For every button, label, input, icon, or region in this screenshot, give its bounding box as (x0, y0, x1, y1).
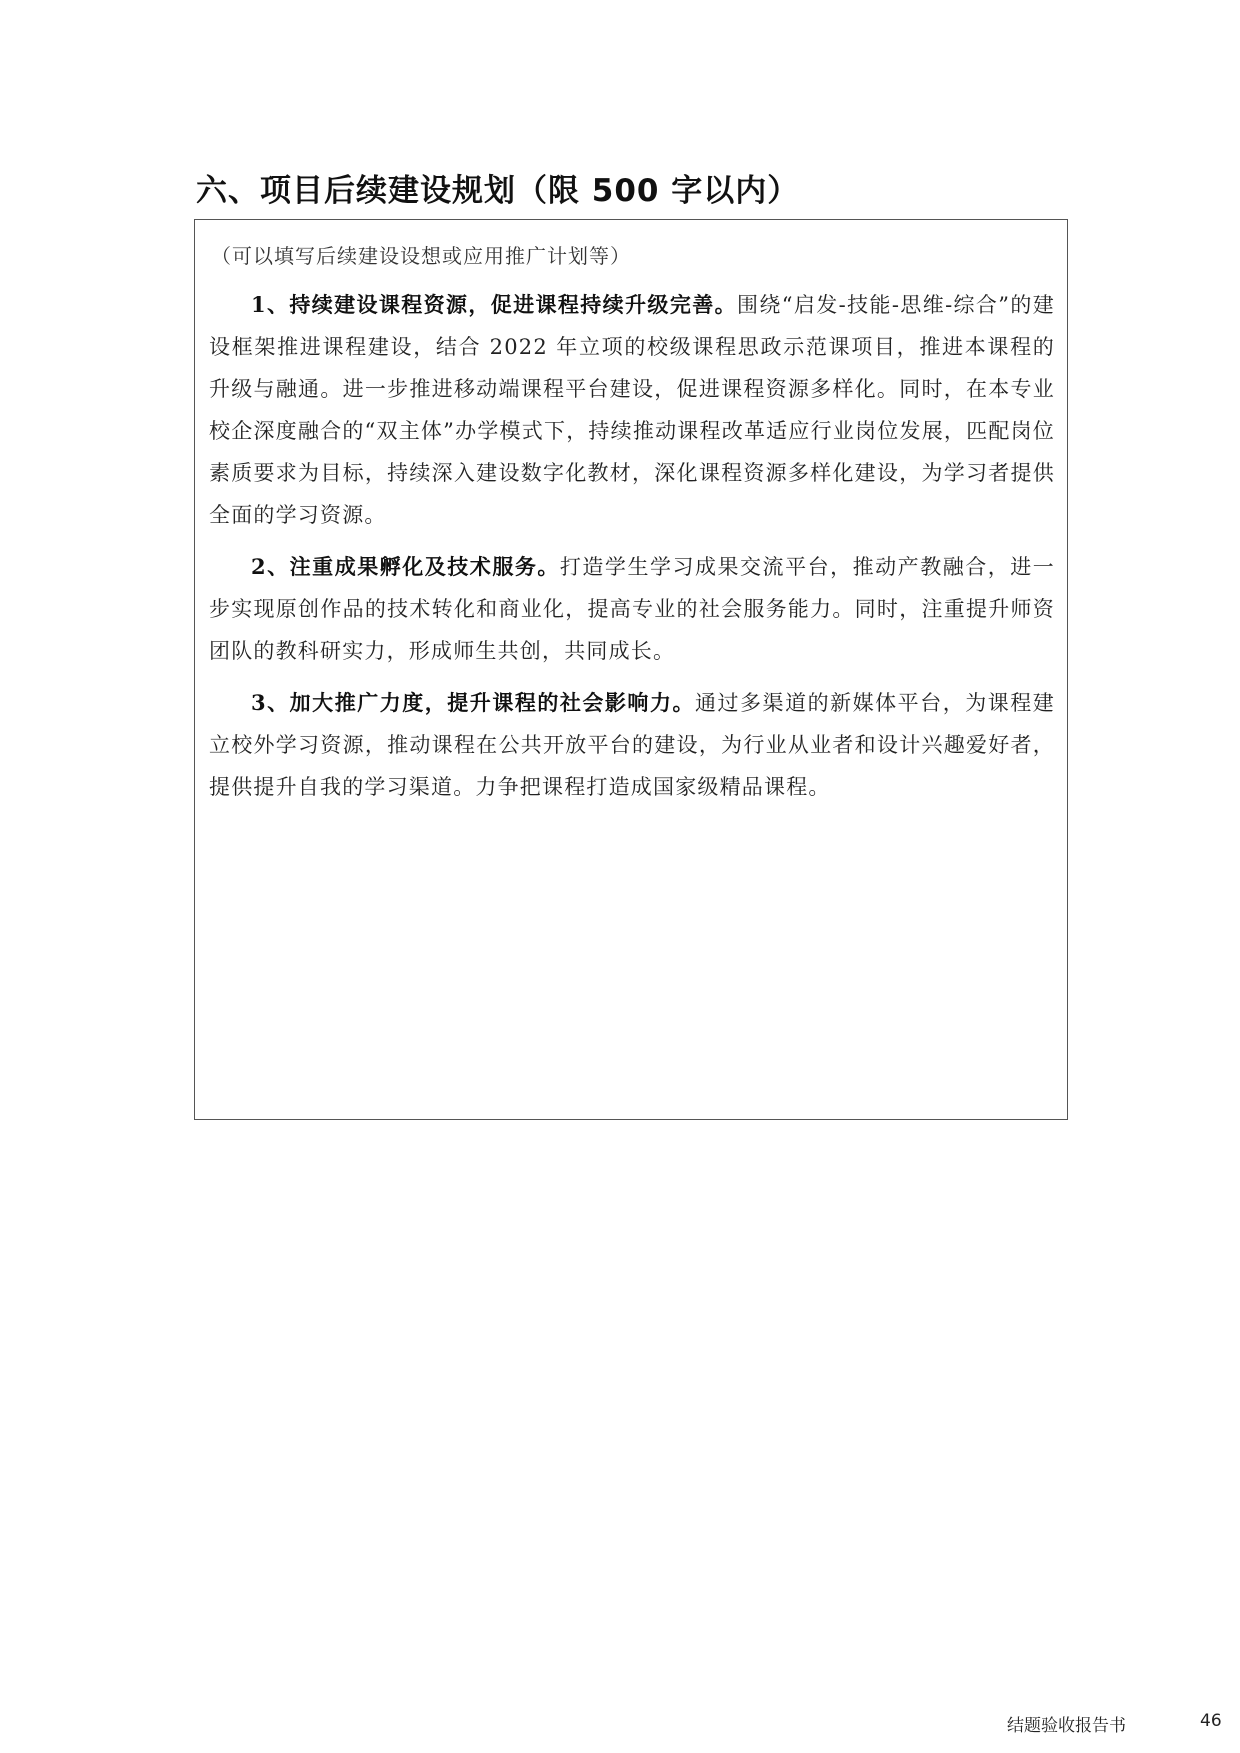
section-title: 六、项目后续建设规划（限 500 字以内） (196, 173, 800, 209)
paragraph-2-lead: 2、注重成果孵化及技术服务。 (251, 554, 560, 579)
paragraph-3 (209, 682, 1055, 808)
paragraph-2-body: 打造学生学习成果交流平台，推动产教融合，进一步实现原创作品的技术转化和商业化，提高专业的社会服务能力。同时，注重提升师资团队的教科研实力，形成师生共创，共同成长。 (209, 555, 1055, 663)
page-number: 46 (1200, 1711, 1222, 1731)
paragraph-2 (209, 546, 1055, 672)
instruction-text: （可以填写后续建设设想或应用推广计划等） (211, 244, 631, 268)
paragraph-1-lead: 1、持续建设课程资源，促进课程持续升级完善。 (251, 292, 737, 317)
paragraph-3-body: 通过多渠道的新媒体平台，为课程建立校外学习资源，推动课程在公共开放平台的建设，为行业从业者和设计兴趣爱好者，提供提升自我的学习渠道。力争把课程打造成国家级精品课程。 (209, 691, 1055, 799)
planning-content-box (194, 219, 1068, 1120)
paragraph-3-lead: 3、加大推广力度，提升课程的社会影响力。 (251, 690, 695, 715)
paragraph-list (209, 284, 1055, 818)
footer-label: 结题验收报告书 (1007, 1716, 1126, 1736)
paragraph-1-body: 围绕“启发-技能-思维-综合”的建设框架推进课程建设，结合 2022 年立项的校级课程思政示范课项目，推进本课程的升级与融通。进一步推进移动端课程平台建设，促进课程资源多样化。同时，在本专业校企深度融合的“双主体”办学模式下，持续推动课程改革适应行业岗位发展，匹配岗位素质要求为目标，持续深入建设数字化教材，深化课程资源多样化建设，为学习者提供全面的学习资源。 (209, 293, 1055, 527)
paragraph-1 (209, 284, 1055, 536)
